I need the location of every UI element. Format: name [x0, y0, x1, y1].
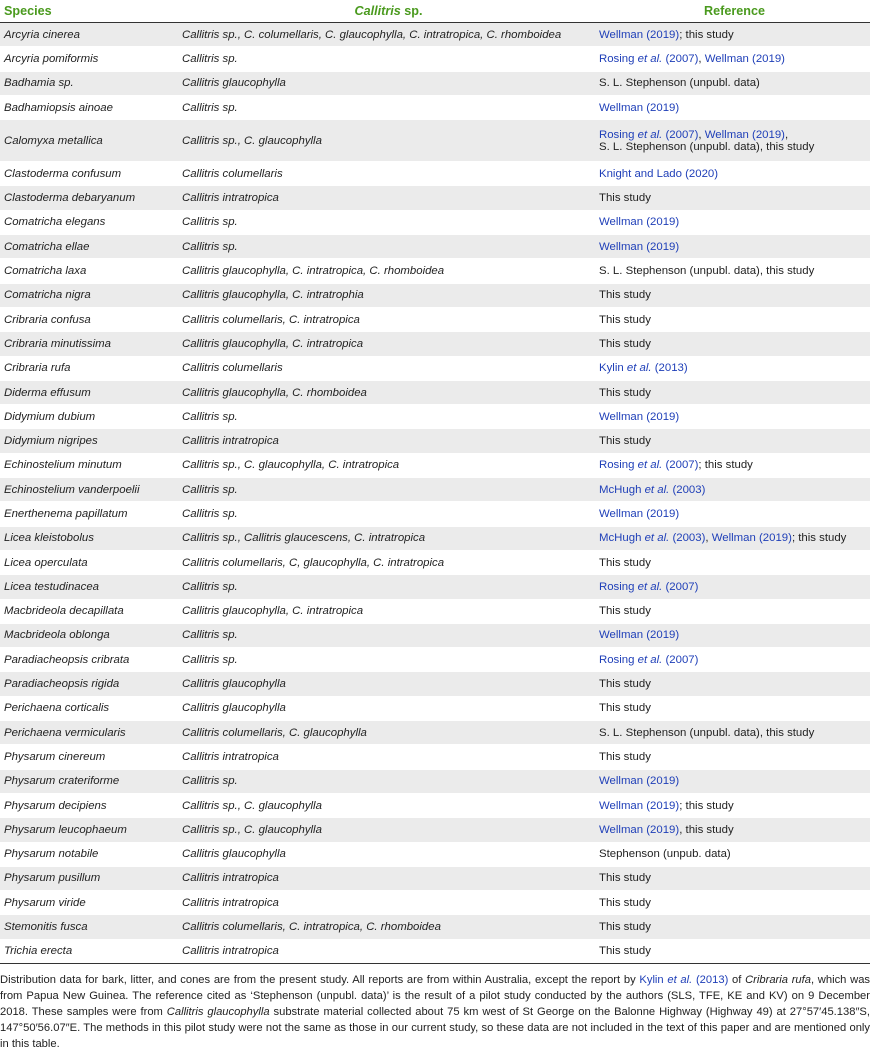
table-row — [0, 235, 870, 259]
species-cell: Macbrideola oblonga — [0, 623, 178, 647]
reference-link[interactable]: Rosing et al. (2007) — [599, 653, 699, 666]
table-row — [0, 71, 870, 95]
footnote-reference-link[interactable]: Kylin et al. (2013) — [639, 973, 729, 986]
host-cell: Callitris intratropica — [178, 866, 595, 890]
reference-cell — [595, 356, 870, 380]
species-cell: Perichaena vermicularis — [0, 721, 178, 745]
table-row — [0, 453, 870, 477]
species-cell: Cribraria rufa — [0, 356, 178, 380]
reference-link[interactable]: Wellman (2019) — [599, 101, 680, 114]
table-row — [0, 842, 870, 866]
host-cell: Callitris glaucophylla, C. intratropica — [178, 332, 595, 356]
host-cell: Callitris sp., C. glaucophylla — [178, 120, 595, 162]
table-row — [0, 429, 870, 453]
species-cell: Diderma effusum — [0, 380, 178, 404]
species-cell: Licea operculata — [0, 550, 178, 574]
table-row — [0, 939, 870, 963]
table-row — [0, 405, 870, 429]
host-cell: Callitris intratropica — [178, 186, 595, 210]
table-row — [0, 332, 870, 356]
reference-cell — [595, 648, 870, 672]
table-row — [0, 599, 870, 623]
reference-cell — [595, 769, 870, 793]
host-cell: Callitris sp. — [178, 210, 595, 234]
reference-cell — [595, 891, 870, 915]
reference-text: , — [705, 532, 712, 545]
table-row — [0, 550, 870, 574]
host-cell: Callitris sp. — [178, 95, 595, 119]
reference-text: ; this study — [791, 532, 847, 545]
reference-link[interactable]: McHugh et al. (2003) — [599, 483, 706, 496]
host-cell: Callitris intratropica — [178, 429, 595, 453]
reference-cell — [595, 623, 870, 647]
species-cell: Cribraria minutissima — [0, 332, 178, 356]
table-footnote — [0, 964, 870, 1052]
species-cell: Badhamia sp. — [0, 71, 178, 95]
reference-cell — [595, 745, 870, 769]
reference-link[interactable]: Rosing et al. (2007) — [599, 459, 699, 472]
host-cell: Callitris sp. — [178, 47, 595, 71]
reference-text: , — [698, 52, 705, 65]
reference-link[interactable]: Wellman (2019) — [599, 240, 680, 253]
table-row — [0, 769, 870, 793]
table-row — [0, 307, 870, 331]
table-row — [0, 818, 870, 842]
footnote-text: of — [728, 973, 746, 986]
table-row — [0, 891, 870, 915]
reference-text: This study — [599, 702, 651, 715]
species-cell: Comatricha laxa — [0, 259, 178, 283]
reference-text: This study — [599, 192, 651, 205]
reference-text: This study — [599, 750, 651, 763]
table-row — [0, 502, 870, 526]
reference-cell — [595, 71, 870, 95]
species-cell: Comatricha elegans — [0, 210, 178, 234]
reference-text: , S. L. Stephenson (unpubl. data), this study — [599, 129, 815, 154]
reference-cell — [595, 599, 870, 623]
species-cell: Physarum viride — [0, 891, 178, 915]
host-cell: Callitris sp., C. glaucophylla, C. intratropica — [178, 453, 595, 477]
reference-link[interactable]: Kylin et al. (2013) — [599, 362, 688, 375]
reference-text: , — [698, 129, 705, 142]
reference-cell — [595, 405, 870, 429]
table-row — [0, 162, 870, 186]
reference-link[interactable]: Knight and Lado (2020) — [599, 167, 719, 180]
reference-text: This study — [599, 921, 651, 934]
reference-cell — [595, 186, 870, 210]
host-cell: Callitris intratropica — [178, 939, 595, 963]
host-cell: Callitris sp. — [178, 769, 595, 793]
reference-cell — [595, 721, 870, 745]
reference-cell — [595, 866, 870, 890]
host-cell: Callitris sp., C. glaucophylla — [178, 818, 595, 842]
host-cell: Callitris columellaris, C. intratropica, C. rhomboidea — [178, 915, 595, 939]
reference-cell — [595, 307, 870, 331]
table-row — [0, 95, 870, 119]
reference-link[interactable]: McHugh et al. (2003) — [599, 532, 706, 545]
host-cell: Callitris glaucophylla, C. intratropica, C. rhomboidea — [178, 259, 595, 283]
host-cell: Callitris columellaris, C, glaucophylla, C. intratropica — [178, 550, 595, 574]
table-row — [0, 120, 870, 162]
reference-cell — [595, 162, 870, 186]
header-reference: Reference — [595, 0, 870, 23]
reference-link[interactable]: Wellman (2019) — [599, 629, 680, 642]
reference-text: This study — [599, 678, 651, 691]
species-cell: Comatricha nigra — [0, 283, 178, 307]
reference-link[interactable]: Wellman (2019) — [599, 28, 680, 41]
table-row — [0, 915, 870, 939]
species-cell: Arcyria cinerea — [0, 23, 178, 47]
host-cell: Callitris sp. — [178, 478, 595, 502]
reference-cell — [595, 95, 870, 119]
species-cell: Physarum pusillum — [0, 866, 178, 890]
reference-link[interactable]: Wellman (2019) — [704, 52, 785, 65]
reference-link[interactable]: Wellman (2019) — [599, 799, 680, 812]
species-cell: Calomyxa metallica — [0, 120, 178, 162]
reference-cell — [595, 550, 870, 574]
host-cell: Callitris columellaris — [178, 162, 595, 186]
host-cell: Callitris sp. — [178, 648, 595, 672]
reference-text: ; this study — [679, 799, 734, 812]
header-species: Species — [0, 0, 178, 23]
table-body — [0, 23, 870, 964]
species-cell: Didymium dubium — [0, 405, 178, 429]
species-cell: Licea kleistobolus — [0, 526, 178, 550]
host-cell: Callitris glaucophylla, C. intratrophia — [178, 283, 595, 307]
reference-text: This study — [599, 313, 651, 326]
table-row — [0, 356, 870, 380]
footnote-text: substrate material collected about 75 km west of St George on the Balonne Highway (Highway 49) at 27°57′45.138″S, 147°50′56.07″E. The methods in this pilot study were not the same as those in our current study, so these data are not included in the text of this paper and are mentioned only in this table. — [0, 1005, 870, 1050]
table-row — [0, 283, 870, 307]
footnote-italic: Callitris glaucophylla — [166, 1005, 270, 1018]
species-cell: Physarum decipiens — [0, 793, 178, 817]
reference-link[interactable]: Rosing et al. (2007) — [599, 52, 699, 65]
host-cell: Callitris intratropica — [178, 745, 595, 769]
reference-link[interactable]: Wellman (2019) — [599, 507, 680, 520]
reference-link[interactable]: Rosing et al. (2007) — [599, 580, 699, 593]
table-row — [0, 526, 870, 550]
table-row — [0, 745, 870, 769]
reference-cell — [595, 696, 870, 720]
reference-text: , this study — [679, 823, 734, 836]
reference-cell — [595, 502, 870, 526]
reference-cell — [595, 842, 870, 866]
reference-link[interactable]: Wellman (2019) — [599, 823, 680, 836]
host-cell: Callitris sp., Callitris glaucescens, C. intratropica — [178, 526, 595, 550]
footnote-text: Distribution data for bark, litter, and cones are from the present study. All reports are from within Australia, except the report by — [0, 973, 640, 986]
species-cell: Enerthenema papillatum — [0, 502, 178, 526]
reference-link[interactable]: Wellman (2019) — [599, 216, 680, 229]
table-row — [0, 259, 870, 283]
reference-link[interactable]: Wellman (2019) — [704, 129, 785, 142]
species-cell: Echinostelium minutum — [0, 453, 178, 477]
reference-cell — [595, 915, 870, 939]
reference-text: This study — [599, 386, 651, 399]
reference-text: This study — [599, 945, 651, 958]
reference-text: This study — [599, 435, 651, 448]
reference-cell — [595, 332, 870, 356]
host-cell: Callitris sp. — [178, 623, 595, 647]
host-cell: Callitris columellaris, C. glaucophylla — [178, 721, 595, 745]
species-cell: Comatricha ellae — [0, 235, 178, 259]
host-cell: Callitris sp. — [178, 502, 595, 526]
reference-cell — [595, 235, 870, 259]
species-cell: Physarum crateriforme — [0, 769, 178, 793]
header-host-genus: Callitris — [354, 4, 401, 18]
table-row — [0, 623, 870, 647]
reference-cell — [595, 453, 870, 477]
species-cell: Stemonitis fusca — [0, 915, 178, 939]
host-cell: Callitris intratropica — [178, 891, 595, 915]
reference-text: This study — [599, 289, 651, 302]
species-cell: Physarum notabile — [0, 842, 178, 866]
table-row — [0, 672, 870, 696]
reference-cell — [595, 283, 870, 307]
reference-text: This study — [599, 337, 651, 350]
reference-text: ; this study — [698, 459, 753, 472]
table-row — [0, 721, 870, 745]
reference-cell — [595, 210, 870, 234]
species-cell: Physarum cinereum — [0, 745, 178, 769]
reference-cell — [595, 429, 870, 453]
species-cell: Perichaena corticalis — [0, 696, 178, 720]
reference-link[interactable]: Wellman (2019) — [599, 775, 680, 788]
table-row — [0, 380, 870, 404]
reference-cell — [595, 526, 870, 550]
reference-text: Stephenson (unpub. data) — [599, 848, 731, 861]
table-row — [0, 478, 870, 502]
table-row — [0, 866, 870, 890]
species-cell: Echinostelium vanderpoelii — [0, 478, 178, 502]
reference-cell — [595, 575, 870, 599]
table-row — [0, 186, 870, 210]
host-cell: Callitris glaucophylla — [178, 672, 595, 696]
table-row — [0, 793, 870, 817]
table-row — [0, 648, 870, 672]
reference-cell — [595, 23, 870, 47]
reference-cell — [595, 47, 870, 71]
species-cell: Paradiacheopsis cribrata — [0, 648, 178, 672]
table-row — [0, 210, 870, 234]
reference-link[interactable]: Wellman (2019) — [711, 532, 792, 545]
species-cell: Badhamiopsis ainoae — [0, 95, 178, 119]
footnote-italic: Cribraria rufa — [745, 973, 811, 986]
host-cell: Callitris sp. — [178, 575, 595, 599]
reference-cell — [595, 793, 870, 817]
host-cell: Callitris glaucophylla — [178, 71, 595, 95]
host-cell: Callitris sp., C. columellaris, C. glaucophylla, C. intratropica, C. rhomboidea — [178, 23, 595, 47]
host-cell: Callitris sp. — [178, 235, 595, 259]
reference-link[interactable]: Wellman (2019) — [599, 410, 680, 423]
host-cell: Callitris glaucophylla, C. intratropica — [178, 599, 595, 623]
reference-text: S. L. Stephenson (unpubl. data), this study — [599, 726, 815, 739]
host-cell: Callitris glaucophylla — [178, 696, 595, 720]
host-cell: Callitris columellaris, C. intratropica — [178, 307, 595, 331]
host-cell: Callitris glaucophylla — [178, 842, 595, 866]
species-cell: Arcyria pomiformis — [0, 47, 178, 71]
reference-cell — [595, 380, 870, 404]
reference-cell — [595, 478, 870, 502]
reference-text: S. L. Stephenson (unpubl. data) — [599, 77, 760, 90]
reference-text: This study — [599, 605, 651, 618]
species-cell: Didymium nigripes — [0, 429, 178, 453]
footnote-text: , which was from Papua New Guinea. The reference cited as ‘Stephenson (unpubl. data)’ is the result of a pilot study conducted by the authors (SLS, TFE, KE and KV) on 9 December 2018. These samples were from — [0, 973, 870, 1018]
species-cell: Cribraria confusa — [0, 307, 178, 331]
species-cell: Physarum leucophaeum — [0, 818, 178, 842]
reference-cell — [595, 818, 870, 842]
table-header — [0, 0, 870, 23]
reference-cell — [595, 672, 870, 696]
reference-text: This study — [599, 556, 651, 569]
table-row — [0, 696, 870, 720]
reference-cell — [595, 120, 870, 162]
host-cell: Callitris glaucophylla, C. rhomboidea — [178, 380, 595, 404]
reference-cell — [595, 259, 870, 283]
species-cell: Licea testudinacea — [0, 575, 178, 599]
reference-link[interactable]: Rosing et al. (2007) — [599, 129, 699, 142]
reference-text: This study — [599, 896, 651, 909]
species-cell: Macbrideola decapillata — [0, 599, 178, 623]
reference-cell — [595, 939, 870, 963]
species-cell: Trichia erecta — [0, 939, 178, 963]
reference-text: ; this study — [679, 28, 734, 41]
reference-text: S. L. Stephenson (unpubl. data), this study — [599, 265, 815, 278]
reference-text: This study — [599, 872, 651, 885]
table-row — [0, 575, 870, 599]
species-cell: Clastoderma confusum — [0, 162, 178, 186]
table-row — [0, 23, 870, 47]
table-row — [0, 47, 870, 71]
host-cell: Callitris sp., C. glaucophylla — [178, 793, 595, 817]
species-cell: Clastoderma debaryanum — [0, 186, 178, 210]
host-cell: Callitris columellaris — [178, 356, 595, 380]
header-host-suffix: sp. — [400, 4, 423, 18]
host-cell: Callitris sp. — [178, 405, 595, 429]
species-cell: Paradiacheopsis rigida — [0, 672, 178, 696]
header-host — [178, 0, 595, 23]
